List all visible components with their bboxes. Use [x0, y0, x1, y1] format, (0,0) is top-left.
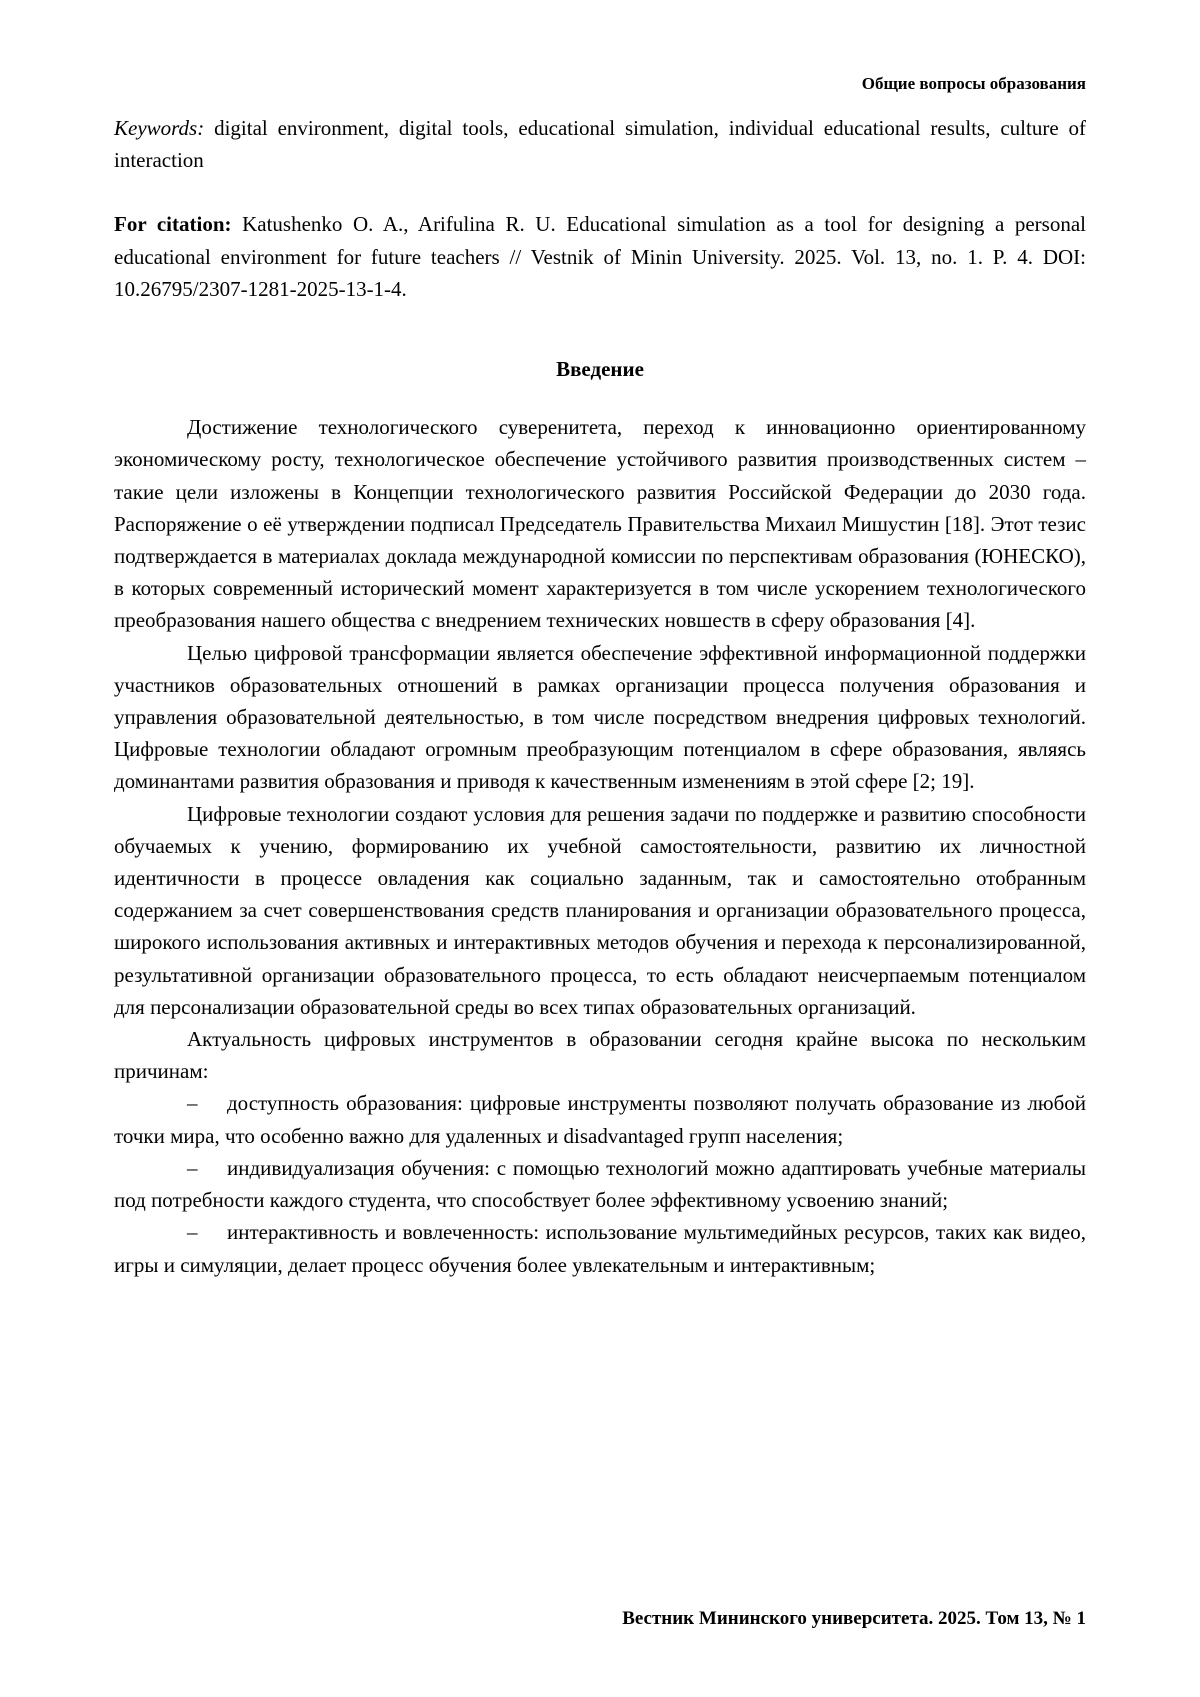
keywords-label: Keywords:	[114, 116, 205, 140]
section-title: Введение	[556, 357, 644, 382]
running-header: Общие вопросы образования	[861, 74, 1086, 93]
keywords-block	[114, 112, 1086, 176]
bullet-text: доступность образования: цифровые инструменты позволяют получать образование из любой точки мира, что особенно важно для удаленных и disadvantaged групп населения;	[114, 1091, 1086, 1148]
paragraph: Достижение технологического суверенитета, переход к инновационно ориентированному экономическому росту, технологическое обеспечение устойчивого развития производственных систем – такие цели изложены в Концепции технологического развития Российской Федерации до 2030 года. Распоряжение о её утверждении подписал Председатель Правительства Михаил Мишустин [18]. Этот тезис подтверждается в материалах доклада международной комиссии по перспективам образования (ЮНЕСКО), в которых современный исторический момент характеризуется в том числе ускорением технологического преобразования нашего общества с внедрением технических новшеств в сферу образования [4].	[114, 415, 1086, 633]
bullet-text: интерактивность и вовлеченность: использование мультимедийных ресурсов, таких как видео, игры и симуляции, делает процесс обучения более увлекательным и интерактивным;	[114, 1220, 1086, 1277]
paragraph: Актуальность цифровых инструментов в образовании сегодня крайне высока по нескольким причинам:	[114, 1027, 1086, 1084]
paragraph: Целью цифровой трансформации является обеспечение эффективной информационной поддержки участников образовательных отношений в рамках организации процесса получения образования и управления образовательной деятельностью, в том числе посредством внедрения цифровых технологий. Цифровые технологии обладают огромным преобразующим потенциалом в сфере образования, являясь доминантами развития образования и приводя к качественным изменениям в этой сфере [2; 19].	[114, 640, 1086, 794]
bullet-dash: –	[187, 1091, 198, 1116]
keywords-text: digital environment, digital tools, educational simulation, individual educational results, culture of interaction	[114, 116, 1086, 173]
bullet-text: индивидуализация обучения: с помощью технологий можно адаптировать учебные материалы под потребности каждого студента, что способствует более эффективному усвоению знаний;	[114, 1155, 1086, 1213]
page-content	[114, 112, 1086, 1281]
bullet-item	[114, 1216, 1086, 1280]
running-footer: Вестник Мининского университета. 2025. Том 13, № 1	[622, 1608, 1086, 1629]
bullet-item	[114, 1152, 1086, 1216]
bullet-dash: –	[187, 1220, 198, 1245]
bullet-dash: –	[187, 1155, 198, 1180]
paragraph: Цифровые технологии создают условия для решения задачи по поддержке и развитию способности обучаемых к учению, формированию их учебной самостоятельности, развитию их личностной идентичности в процессе овладения как социально заданным, так и самостоятельно отобранным содержанием за счет совершенствования средств планирования и организации образовательного процесса, широкого использования активных и интерактивных методов обучения и перехода к персонализированной, результативной организации образовательного процесса, то есть обладают неисчерпаемым потенциалом для персонализации образовательной среды во всех типах образовательных организаций.	[114, 801, 1086, 1019]
citation-block	[114, 208, 1086, 305]
citation-text: Katushenko O. A., Arifulina R. U. Educational simulation as a tool for designing a personal educational environment for future teachers // Vestnik of Minin University. 2025. Vol. 13, no. 1. P. 4. DOI: 10.26795/2307-1281-2025-13-1-4.	[114, 212, 1086, 301]
citation-label: For citation:	[114, 212, 232, 237]
bullet-item	[114, 1087, 1086, 1151]
